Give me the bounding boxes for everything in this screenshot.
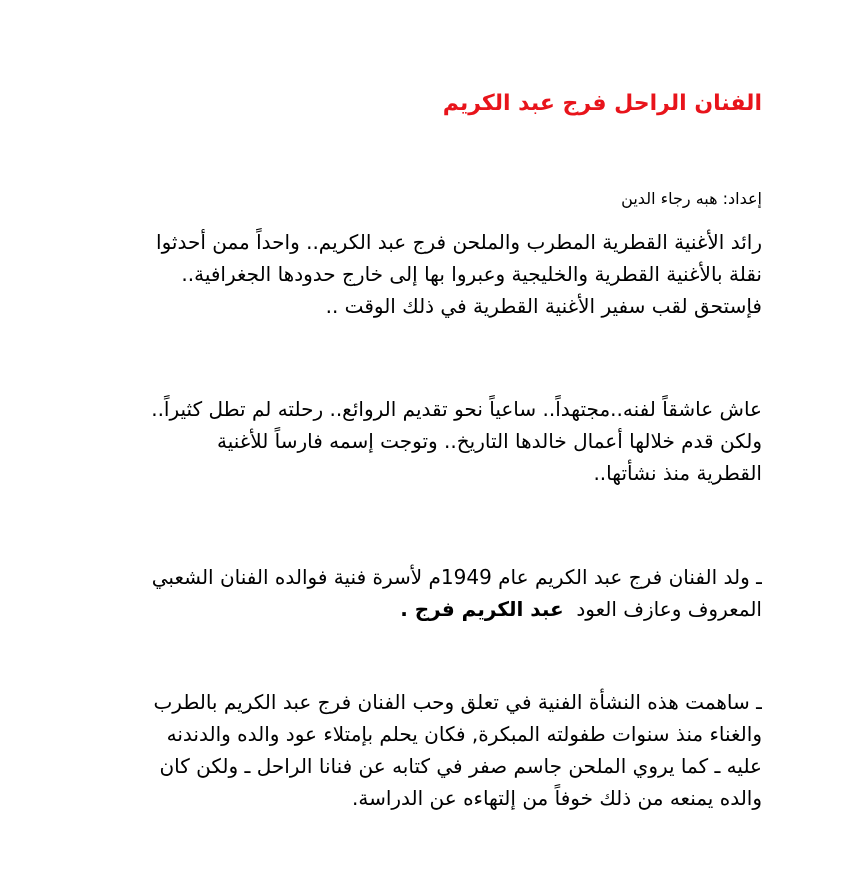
paragraph-birth	[100, 561, 762, 625]
paragraph-line: ـ ولد الفنان فرج عبد الكريم عام 1949م لأسرة فنية فوالده الفنان الشعبي	[151, 565, 762, 589]
paragraph-line: والغناء منذ سنوات طفولته المبكرة, فكان يحلم بإمتلاء عود والده والدندنه	[166, 722, 762, 746]
paragraph-intro	[100, 226, 762, 322]
paragraph-line: عاش عاشقاً لفنه..مجتهداً.. ساعياً نحو تقديم الروائع.. رحلته لم تطل كثيراً..	[151, 397, 762, 421]
paragraph-line: القطرية منذ نشأتها..	[593, 461, 762, 485]
paragraph-line	[100, 593, 762, 625]
paragraph-line: نقلة بالأغنية القطرية والخليجية وعبروا بها إلى خارج حدودها الجغرافية..	[181, 262, 762, 286]
paragraph-text: المعروف وعازف العود	[576, 597, 762, 621]
paragraph-line: فإستحق لقب سفير الأغنية القطرية في ذلك الوقت ..	[325, 294, 762, 318]
paragraph-line: رائد الأغنية القطرية المطرب والملحن فرج عبد الكريم.. واحداً ممن أحدثوا	[156, 230, 762, 254]
paragraph-line: والده يمنعه من ذلك خوفاً من إلتهاءه عن الدراسة.	[352, 786, 762, 810]
paragraph-line: عليه ـ كما يروي الملحن جاسم صفر في كتابه عن فنانا الراحل ـ ولكن كان	[159, 754, 762, 778]
paragraph-line: ـ ساهمت هذه النشأة الفنية في تعلق وحب الفنان فرج عبد الكريم بالطرب	[153, 690, 762, 714]
document-title: الفنان الراحل فرج عبد الكريم	[442, 91, 762, 116]
father-name: عبد الكريم فرج .	[400, 597, 564, 621]
paragraph-career	[100, 393, 762, 489]
paragraph-line: ولكن قدم خلالها أعمال خالدها التاريخ.. وتوجت إسمه فارساً للأغنية	[217, 429, 762, 453]
paragraph-childhood	[100, 686, 762, 814]
author-line: إعداد: هبه رجاء الدين	[621, 189, 762, 208]
